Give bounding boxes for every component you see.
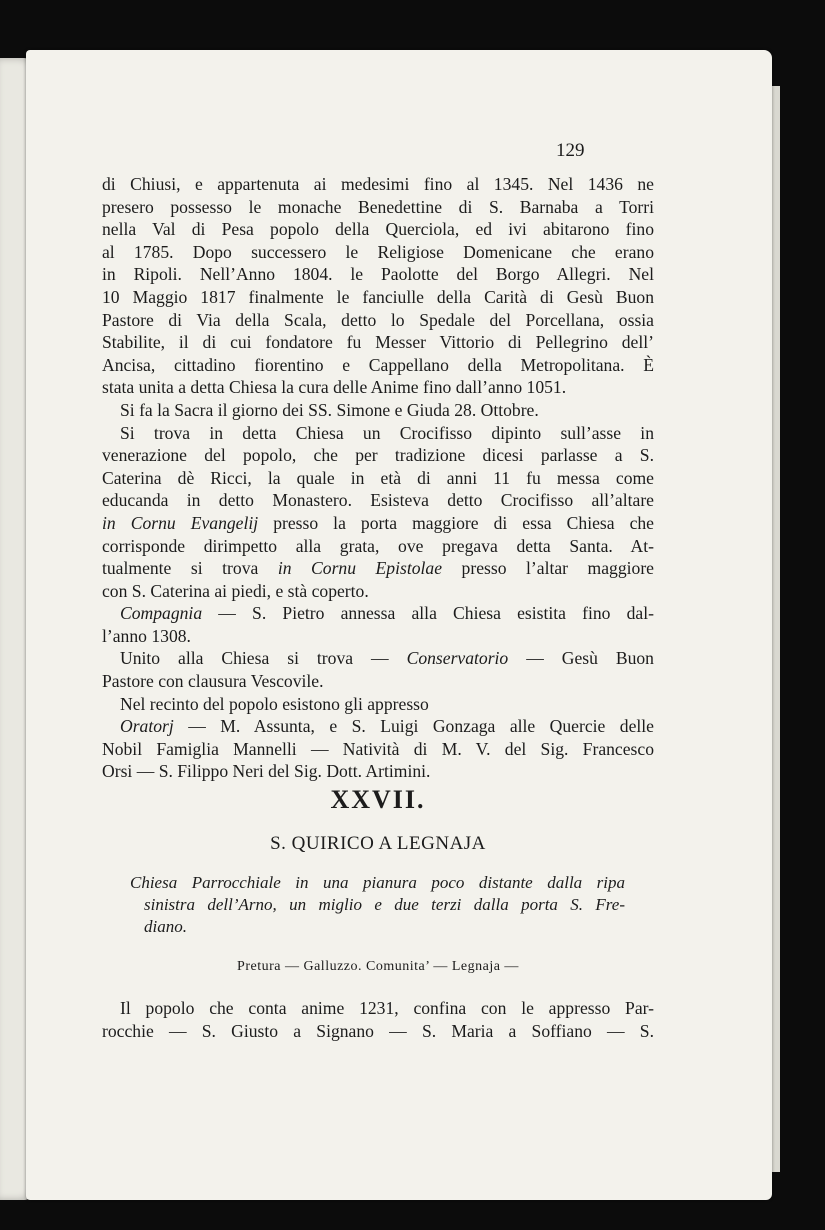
text-line: Pastore di Via della Scala, detto lo Spedale del Porcellana, ossia (102, 309, 654, 330)
crucifix-line: educanda in detto Monastero. Esisteva detto Crocifisso all’altare (102, 490, 654, 511)
conservatorio-cont: Pastore con clausura Vescovile. (102, 671, 324, 692)
chapter-number: XXVII. (330, 785, 426, 814)
chapter-title: S. QUIRICO A LEGNAJA (270, 833, 486, 854)
conservatorio-post: — Gesù Buon (508, 648, 654, 669)
book-page (26, 50, 772, 1200)
oratorj-text: — M. Assunta, e S. Luigi Gonzaga alle Quercie delle (173, 716, 654, 737)
text-line: Stabilite, il di cui fondatore fu Messer Vittorio di Pellegrino dell’ (102, 332, 654, 353)
oratorj-label: Oratorj (120, 716, 174, 737)
crucifix-line-pre: tualmente si trova (102, 558, 278, 579)
text-line: Ancisa, cittadino fiorentino e Cappellano della Metropolitana. È (102, 354, 654, 375)
text-line: al 1785. Dopo successero le Religiose Domenicane che erano (102, 241, 654, 262)
recinto-line: Nel recinto del popolo esistono gli appresso (120, 693, 429, 714)
text-line: in Ripoli. Nell’Anno 1804. le Paolotte del Borgo Allegri. Nel (102, 264, 654, 285)
description-line: sinistra dell’Arno, un miglio e due terzi dalla porta S. Fre- (144, 895, 625, 914)
church-description (130, 872, 625, 938)
crucifix-line: venerazione del popolo, che per tradizione dicesi parlasse a S. (102, 445, 654, 466)
popolo-text (102, 997, 654, 1042)
crucifix-line: Caterina dè Ricci, la quale in età di anni 11 fu messa come (102, 467, 654, 488)
crucifix-line-rest: presso la porta maggiore di essa Chiesa che (258, 512, 654, 533)
sacra-line: Si fa la Sacra il giorno dei SS. Simone e Giuda 28. Ottobre. (120, 399, 539, 420)
oratorj-line: Orsi — S. Filippo Neri del Sig. Dott. Artimini. (102, 761, 431, 782)
conservatorio-line (102, 647, 654, 670)
oratorj-line: Nobil Famiglia Mannelli — Natività di M. V. del Sig. Francesco (102, 738, 654, 759)
latin-phrase: in Cornu Epistolae (277, 558, 443, 579)
conservatorio-label: Conservatorio (406, 648, 509, 669)
text-line: presero possesso le monache Benedettine di S. Barnaba a Torri (102, 196, 654, 217)
administrative-line: Pretura — Galluzzo. Comunita’ — Legnaja — (237, 959, 519, 974)
popolo-line: Il popolo che conta anime 1231, confina con le appresso Par- (120, 998, 654, 1018)
crucifix-line (102, 512, 654, 535)
crucifix-line: con S. Caterina ai piedi, e stà coperto. (102, 580, 369, 601)
crucifix-line (102, 557, 654, 580)
latin-phrase: in Cornu Evangelij (102, 512, 259, 533)
body-text (102, 173, 654, 783)
compagnia-line (102, 602, 654, 625)
page-number: 129 (556, 140, 585, 161)
compagnia-cont: l’anno 1308. (102, 625, 191, 646)
crucifix-line: corrispоnde dirimpetto alla grata, ove pregava detta Santa. At- (102, 535, 654, 556)
crucifix-line-post: presso l’altar maggiore (442, 558, 654, 579)
description-line: diano. (144, 917, 187, 936)
text-line: di Chiusi, e appartenuta ai medesimi fino al 1345. Nel 1436 ne (102, 174, 654, 194)
conservatorio-pre: Unito alla Chiesa si trova — (120, 648, 407, 669)
crucifix-line: Si trova in detta Chiesa un Crocifisso dipinto sull’asse in (120, 422, 654, 443)
popolo-line: rocchie — S. Giusto a Signano — S. Maria a Soffiano — S. (102, 1020, 654, 1041)
text-line: nella Val di Pesa popolo della Querciola, ed ivi abitarono fino (102, 219, 654, 240)
description-line: Chiesa Parrocchiale in una pianura poco distante dalla ripa (130, 873, 625, 892)
compagnia-label: Compagnia (120, 603, 203, 624)
text-line: 10 Maggio 1817 finalmente le fanciulle della Carità di Gesù Buon (102, 286, 654, 307)
compagnia-text: — S. Pietro annessa alla Chiesa esistita fino dal- (202, 603, 654, 624)
oratorj-line (102, 715, 654, 738)
text-line: stata unita a detta Chiesa la cura delle Anime fino dall’anno 1051. (102, 377, 567, 398)
